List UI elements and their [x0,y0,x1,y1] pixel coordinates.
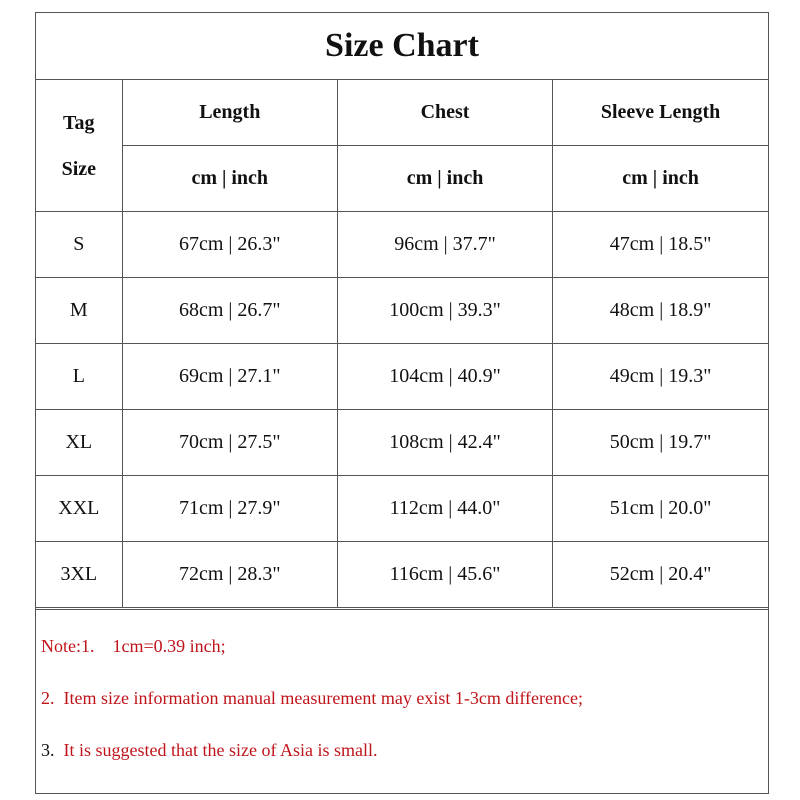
chest-unit: cm | inch [337,146,552,212]
sleeve-cell: 51cm | 20.0" [553,476,768,542]
note-2-text: Item size information manual measurement may exist 1-3cm difference; [63,688,583,708]
tag-size-header [36,80,122,212]
chest-cell: 100cm | 39.3" [337,278,552,344]
length-header: Length [122,80,337,146]
size-cell: S [36,212,122,278]
length-unit: cm | inch [122,146,337,212]
sleeve-cell: 47cm | 18.5" [553,212,768,278]
note-2-number: 2. [41,688,55,708]
note-1-prefix: Note:1. [41,636,95,656]
size-cell: XL [36,410,122,476]
note-3-text: It is suggested that the size of Asia is small. [63,740,378,760]
table-row [36,278,768,344]
length-cell: 71cm | 27.9" [122,476,337,542]
size-chart [35,12,769,794]
length-cell: 70cm | 27.5" [122,410,337,476]
note-1-text: 1cm=0.39 inch; [112,636,226,656]
size-cell: XXL [36,476,122,542]
length-cell: 69cm | 27.1" [122,344,337,410]
chart-title: Size Chart [36,13,768,80]
note-3 [41,740,377,761]
sleeve-cell: 50cm | 19.7" [553,410,768,476]
size-table [36,80,768,608]
size-label: Size [61,157,97,180]
table-row [36,212,768,278]
size-cell: 3XL [36,542,122,608]
unit-row [36,146,768,212]
chest-cell: 108cm | 42.4" [337,410,552,476]
size-cell: L [36,344,122,410]
note-3-number: 3. [41,740,55,760]
length-cell: 67cm | 26.3" [122,212,337,278]
chest-cell: 104cm | 40.9" [337,344,552,410]
table-row [36,410,768,476]
notes-section [36,609,768,793]
sleeve-cell: 52cm | 20.4" [553,542,768,608]
length-cell: 68cm | 26.7" [122,278,337,344]
header-row [36,80,768,146]
note-2 [41,688,583,709]
table-row [36,344,768,410]
chest-header: Chest [337,80,552,146]
length-cell: 72cm | 28.3" [122,542,337,608]
table-row [36,542,768,608]
table-row [36,476,768,542]
size-cell: M [36,278,122,344]
chest-cell: 96cm | 37.7" [337,212,552,278]
tag-label: Tag [63,111,95,134]
sleeve-length-header: Sleeve Length [553,80,768,146]
note-1 [41,636,226,657]
sleeve-cell: 49cm | 19.3" [553,344,768,410]
sleeve-unit: cm | inch [553,146,768,212]
chest-cell: 116cm | 45.6" [337,542,552,608]
chest-cell: 112cm | 44.0" [337,476,552,542]
sleeve-cell: 48cm | 18.9" [553,278,768,344]
